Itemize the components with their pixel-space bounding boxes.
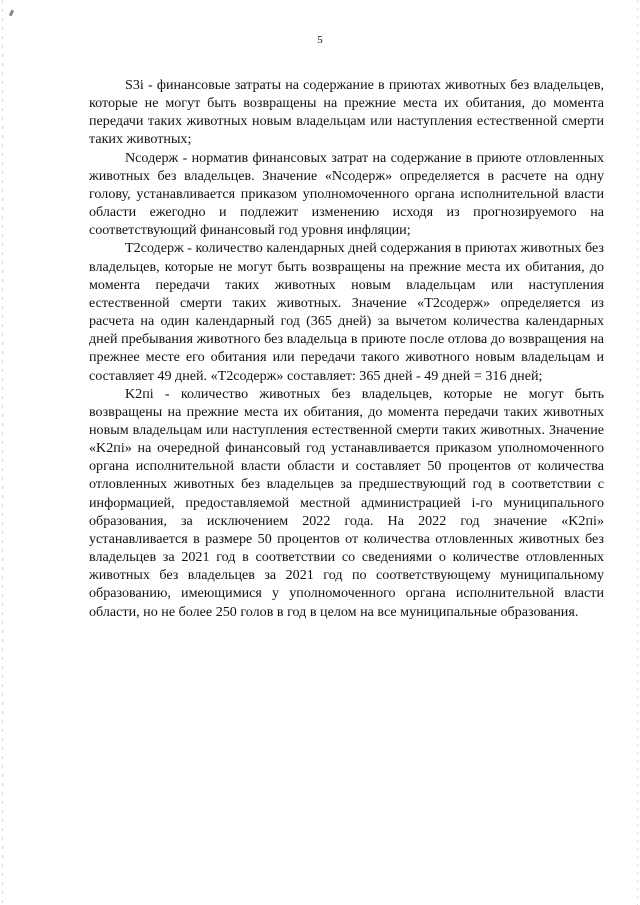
scan-edge-right: [637, 0, 638, 905]
scan-edge-left: [2, 0, 3, 905]
document-body: [89, 76, 604, 621]
page-number: 5: [317, 34, 323, 46]
paragraph-t2soderzh-definition: T2содерж - количество календарных дней содержания в приютах животных без владельцев, которые не могут быть возвращены на прежние места их обитания, до момента передачи таких животных новым владельцам или наступления естественной смерти таких животных. Значение «T2содерж» определяется из расчета на один календарный год (365 дней) за вычетом количества календарных дней пребывания животного без владельца в приюте после отлова до возвращения на прежнее месте его обитания или передачи такого животного новым владельцам и составляет 49 дней. «T2содерж» составляет: 365 дней - 49 дней = 316 дней;: [89, 240, 604, 384]
scan-corner-mark: [9, 10, 14, 17]
paragraph-nsoderzh-definition: Nсодерж - норматив финансовых затрат на содержание в приюте отловленных животных без владельцев. Значение «Nсодерж» определяется в расчете на одну голову, устанавливается приказом уполномоченного органа исполнительной власти области ежегодно и подлежит изменению исходя из прогнозируемого на соответствующий финансовый год уровня инфляции;: [89, 149, 604, 239]
paragraph-k2pi-definition: K2пi - количество животных без владельцев, которые не могут быть возвращены на прежние места их обитания, до момента передачи таких животных новым владельцам или наступления естественной смерти таких животных. Значение «K2пi» на очередной финансовый год устанавливается приказом уполномоченного органа исполнительной власти области и составляет 50 процентов от количества отловленных животных без владельцев за предшествующий год в соответствии с информацией, предоставляемой местной администрацией i-го муниципального образования, за исключением 2022 года. На 2022 год значение «K2пi» устанавливается в размере 50 процентов от количества отловленных животных без владельцев за 2021 год в соответствии со сведениями о количестве отловленных животных без владельцев за 2021 год по соответствующему муниципальному образованию, имеющимися у уполномоченного органа исполнительной власти области, но не более 250 голов в год в целом на все муниципальные образования.: [89, 385, 604, 620]
paragraph-s3i-definition: S3i - финансовые затраты на содержание в приютах животных без владельцев, которые не могут быть возвращены на прежние места их обитания, до момента передачи таких животных новым владельцам или наступления естественной смерти таких животных;: [89, 77, 604, 148]
